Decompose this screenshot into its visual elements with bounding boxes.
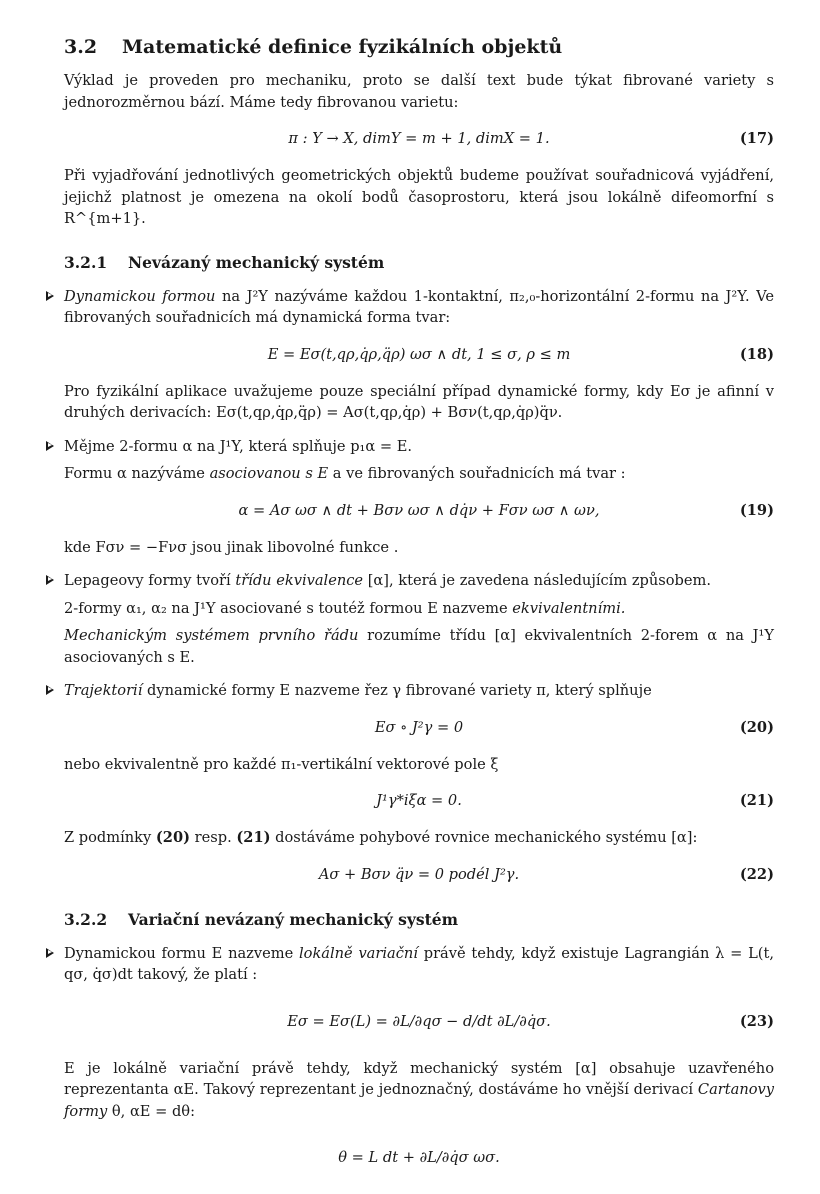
equation-18 (64, 343, 774, 367)
subsection-number-2: 3.2.2 (64, 909, 108, 929)
bullet-item-equivalence-class (64, 570, 774, 668)
variational-a: Dynamickou formu E nazveme (64, 944, 299, 962)
term-dynamic-form: Dynamickou formou (64, 287, 216, 305)
section-heading (64, 34, 774, 60)
triangle-bullet-icon (46, 685, 54, 695)
bullet-3-line3-b: rozumíme třídu [α] ekvivalentních 2-forem α na J¹Y asociovaných s E. (64, 627, 774, 666)
ref-eq-21: (21) (236, 829, 271, 846)
bullet-item-dynamic-form (64, 286, 774, 329)
after21-c: resp. (190, 829, 237, 846)
bullet-3-a: Lepageovy formy tvoří (64, 572, 236, 589)
bullet-1-text: na J²Y nazýváme každou 1-kontaktní, π₂,₀-horizontální 2-formu na J²Y. Ve fibrovaných souřadnicích má dynamická forma tvar: (64, 287, 774, 326)
subsection-title-1: Nevázaný mechanický systém (128, 252, 385, 272)
bullet-3-b: [α], která je zavedena následujícím způsobem. (363, 572, 711, 589)
equation-19-body: α = Aσ ωσ ∧ dt + Bσν ωσ ∧ dq̇ν + Fσν ωσ ∧ ων, (238, 501, 600, 519)
equation-20-body: Eσ ∘ J²γ = 0 (374, 718, 464, 736)
bullet-item-associated-form (64, 436, 774, 485)
subsection-heading-2 (64, 909, 774, 931)
after21-a: Z podmínky (64, 829, 156, 846)
after23-b: θ, αE = dθ: (107, 1102, 196, 1120)
term-trajectory: Trajektorií (64, 682, 143, 699)
equation-cartan-body: θ = L dt + ∂L/∂q̇σ ωσ. (338, 1149, 500, 1166)
equation-22-number: (22) (739, 865, 774, 883)
bullet-3-line2-a: 2-formy α₁, α₂ na J¹Y asociované s toutéž formou E nazveme (64, 599, 513, 617)
equation-18-body: E = Eσ(t,qρ,q̇ρ,q̈ρ) ωσ ∧ dt, 1 ≤ σ, ρ ≤ m (267, 345, 571, 363)
equation-23 (64, 1000, 774, 1044)
paragraph-after-19: kde Fσν = −Fνσ jsou jinak libovolné funkce . (64, 538, 399, 556)
intro-paragraph: Výklad je proveden pro mechaniku, proto se další text bude týkat fibrované variety s jednorozměrnou bází. Máme tedy fibrovanou varietu: (64, 72, 774, 111)
paragraph-after-20: nebo ekvivalentně pro každé π₁-vertikální vektorové pole ξ (64, 755, 499, 773)
section-number: 3.2 (64, 36, 98, 58)
subsection-heading-1 (64, 252, 774, 274)
equation-23-body: Eσ = Eσ(L) = ∂L/∂qσ − d/dt ∂L/∂q̇σ. (287, 1012, 551, 1030)
equation-19-number: (19) (739, 501, 774, 519)
subsection-title-2: Variační nevázaný mechanický systém (128, 909, 459, 929)
equation-21-number: (21) (739, 792, 774, 809)
paragraph-after-17: Při vyjadřování jednotlivých geometrických objektů budeme používat souřadnicová vyjádření, jejichž platnost je omezena na okolí bodů časoprostoru, která jsou lokálně difeomorfní s R^{m+1}. (64, 167, 774, 227)
term-first-order-system: Mechanickým systémem prvního řádu (64, 627, 359, 644)
bullet-2-line2-a: Formu α nazýváme (64, 465, 210, 482)
equation-22-body: Aσ + Bσν q̈ν = 0 podél J²γ. (318, 865, 520, 883)
term-equivalent: ekvivalentními. (512, 599, 626, 617)
equation-17 (64, 127, 774, 151)
equation-23-number: (23) (739, 1012, 774, 1030)
triangle-bullet-icon (46, 575, 54, 585)
bullet-4-b: dynamické formy E nazveme řez γ fibrované variety π, který splňuje (142, 682, 652, 699)
equation-cartan-form (64, 1136, 774, 1180)
paper-page (64, 34, 774, 1194)
after23-a: E je lokálně variační právě tehdy, když mechanický systém [α] obsahuje uzavřeného reprezentanta αE. Takový reprezentant je jednoznačný, dostáváme ho vnější derivací (64, 1059, 774, 1098)
triangle-bullet-icon (46, 441, 54, 451)
bullet-item-variational (64, 943, 774, 986)
after21-e: dostáváme pohybové rovnice mechanického systému [α]: (270, 829, 698, 846)
term-cartan-form: Cartanovy formy (64, 1081, 774, 1120)
equation-21 (64, 789, 774, 813)
equation-17-body: π : Y → X, dimY = m + 1, dimX = 1. (288, 130, 550, 147)
equation-17-number: (17) (739, 130, 774, 147)
variational-b: právě tehdy, když existuje Lagrangián λ = L(t, qσ, q̇σ)dt takový, že platí : (64, 944, 774, 983)
triangle-bullet-icon (46, 948, 54, 958)
paragraph-after-21 (64, 827, 774, 849)
paragraph-after-23 (64, 1058, 774, 1123)
equation-22 (64, 863, 774, 887)
subsection-number-1: 3.2.1 (64, 252, 108, 272)
section-title: Matematické definice fyzikálních objektů (122, 36, 563, 58)
bullet-2-line2-b: a ve fibrovaných souřadnicích má tvar : (328, 465, 626, 482)
equation-20-number: (20) (739, 718, 774, 736)
term-equivalence-class: třídu ekvivalence (235, 572, 364, 589)
equation-18-number: (18) (739, 345, 774, 363)
paragraph-after-18: Pro fyzikální aplikace uvažujeme pouze speciální případ dynamické formy, kdy Eσ je afinní v druhých derivacích: Eσ(t,qρ,q̇ρ,q̈ρ) = Aσ(t,qρ,q̇ρ) + Bσν(t,qρ,q̇ρ)q̈ν. (64, 382, 774, 421)
bullet-item-trajectory (64, 680, 774, 702)
term-locally-variational: lokálně variační (298, 944, 418, 962)
equation-21-body: J¹γ*iξα = 0. (376, 792, 462, 809)
term-associated: asociovanou s E (209, 465, 329, 482)
equation-20 (64, 716, 774, 740)
bullet-2-text: Mějme 2-formu α na J¹Y, která splňuje p₁α = E. (64, 437, 413, 455)
equation-19 (64, 499, 774, 523)
triangle-bullet-icon (46, 291, 54, 301)
ref-eq-20: (20) (155, 829, 191, 846)
